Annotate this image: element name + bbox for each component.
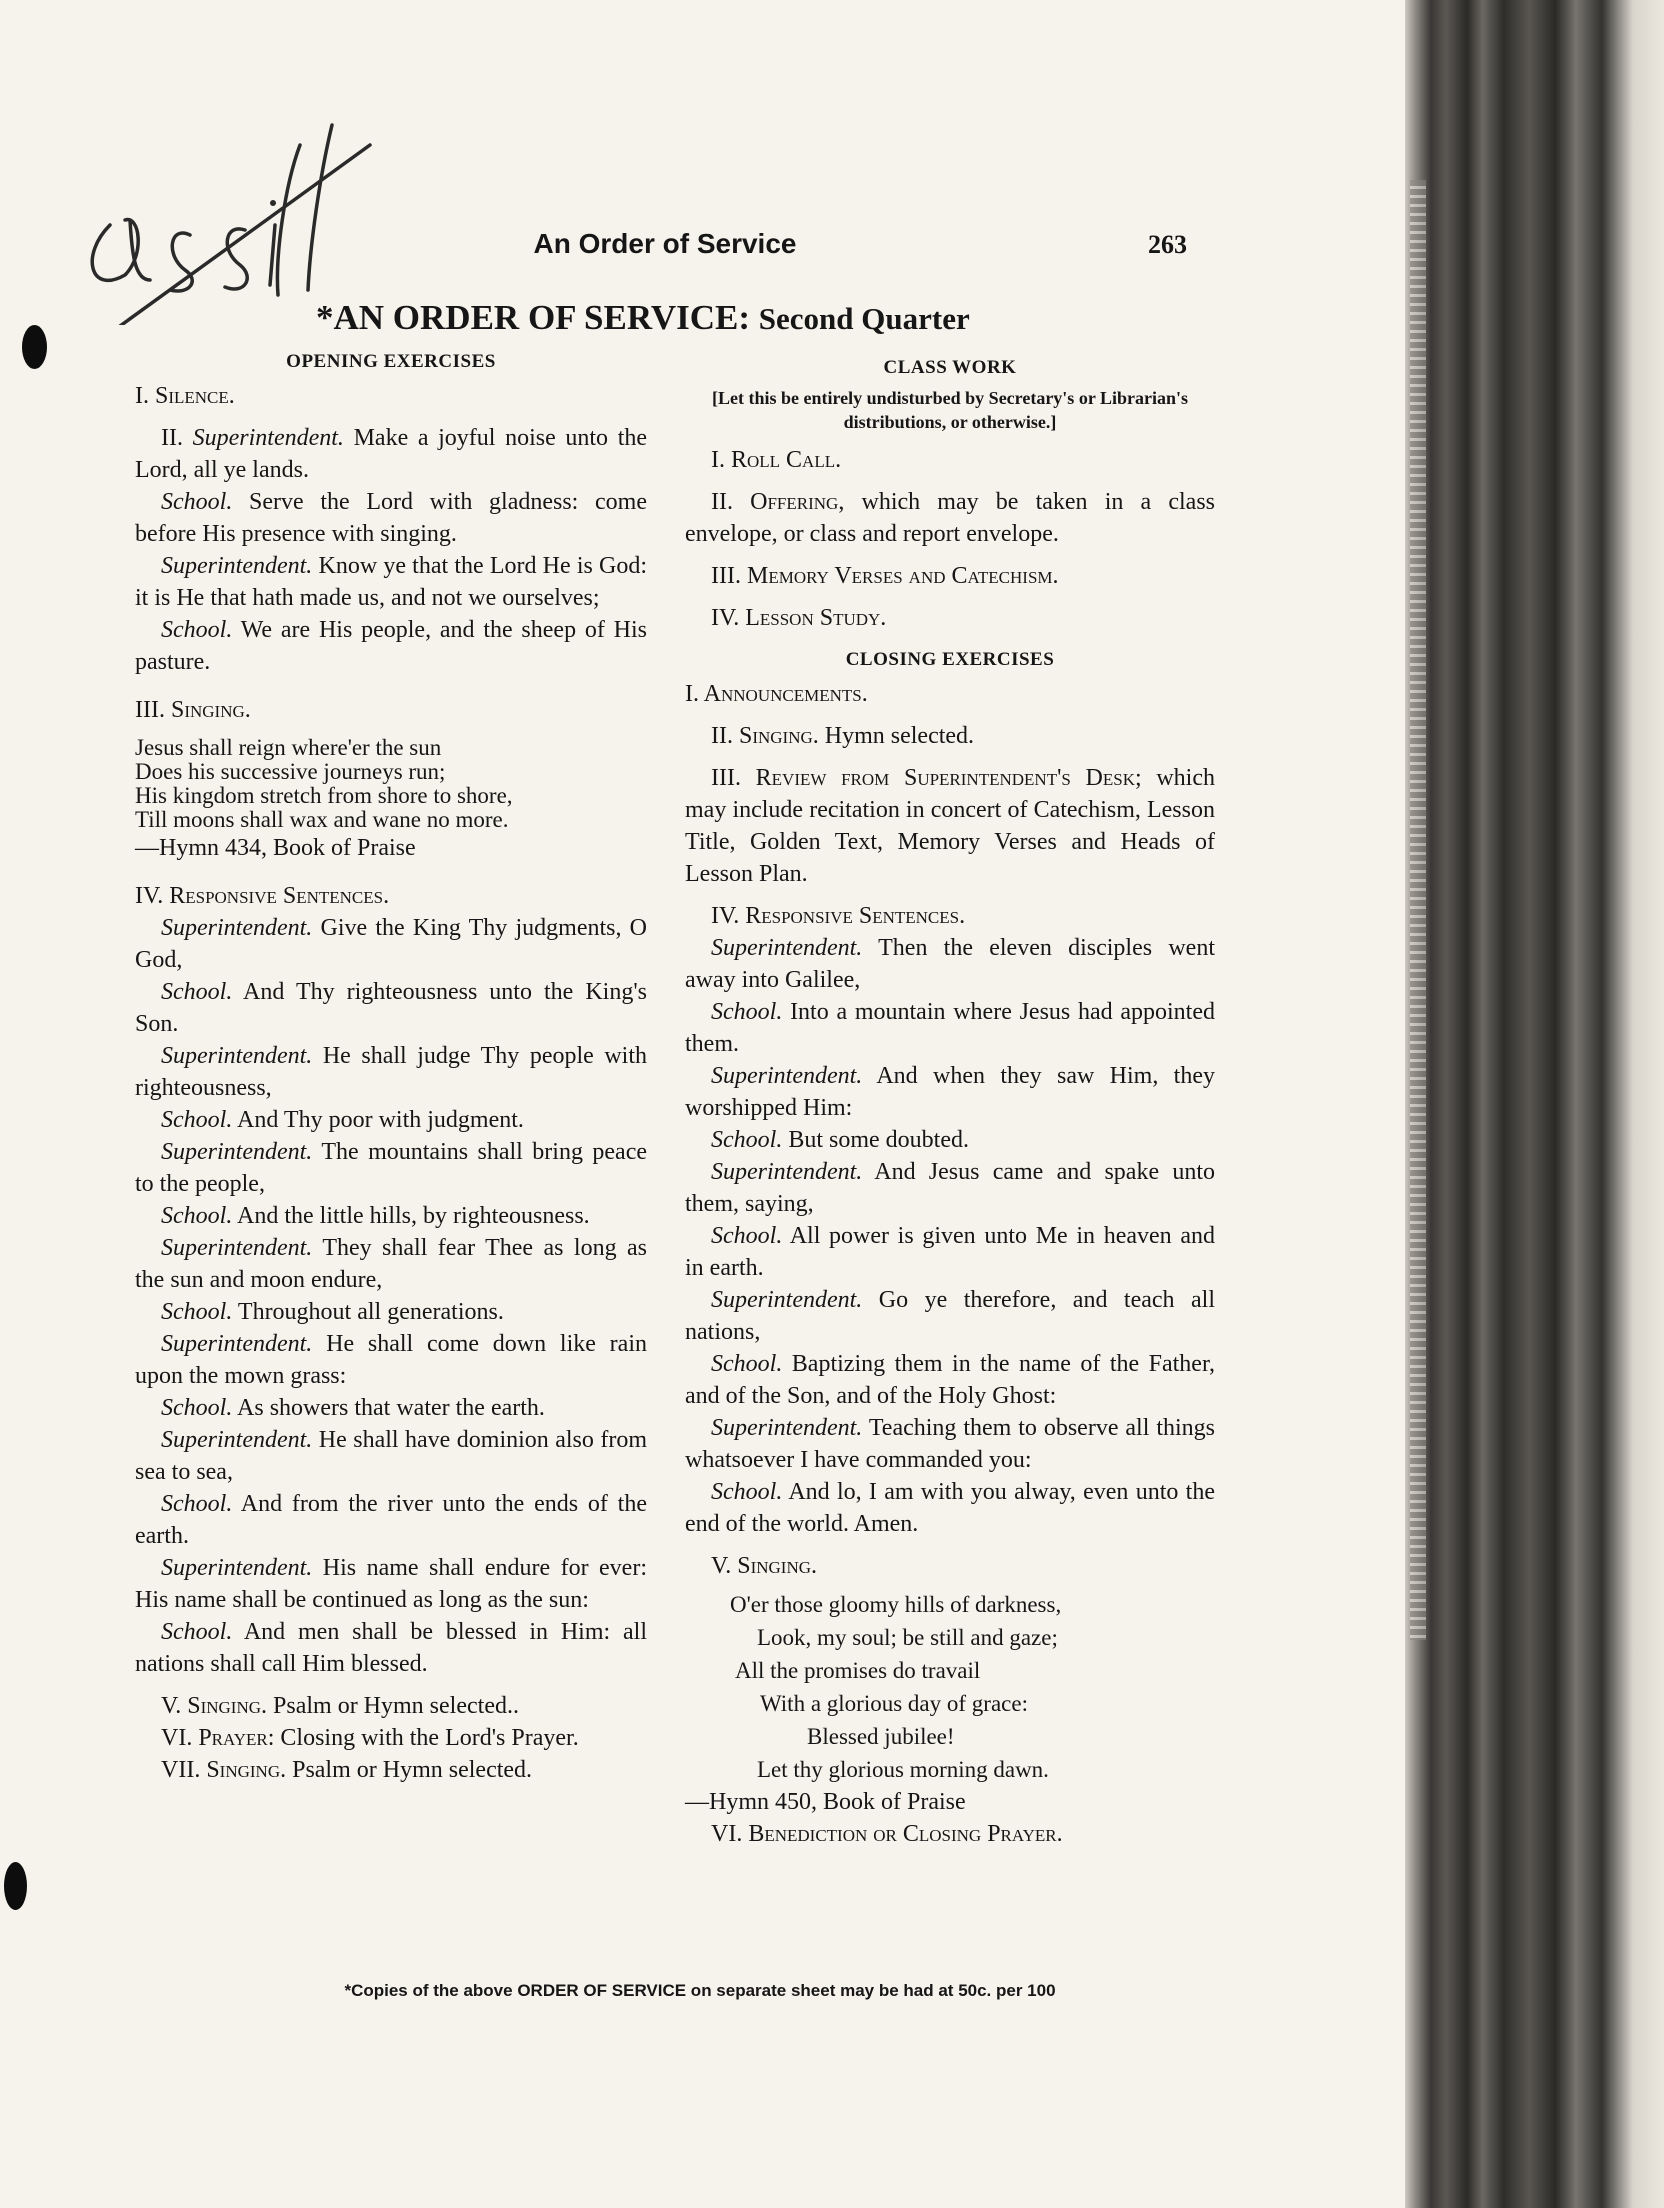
- closing-exercises-heading: CLOSING EXERCISES: [845, 649, 1055, 670]
- response-text: But some doubted.: [788, 1127, 969, 1153]
- item-text: which may include recitation in concert of Catechism, Lesson Title, Golden Text, Memory Verses and Heads of Lesson Plan.: [685, 765, 1215, 887]
- speaker: Superintendent.: [711, 1159, 863, 1185]
- page-number: 263: [1148, 230, 1187, 259]
- item-text: Psalm or Hymn selected.: [292, 1757, 533, 1783]
- hymn-verse: [685, 1588, 1215, 1786]
- item-text: which may be taken in a class envelope, or class and report envelope.: [685, 489, 1215, 547]
- response-text: Know ye that the Lord He is God: it is He that hath made us, and not we ourselves;: [135, 553, 647, 611]
- binding-hole: [22, 325, 47, 369]
- response-text: And men shall be blessed in Him: all nations shall call Him blessed.: [135, 1619, 647, 1677]
- speaker: School.: [161, 1619, 233, 1645]
- speaker: School.: [161, 1395, 233, 1421]
- speaker: School.: [161, 1107, 233, 1133]
- hymn-line: With a glorious day of grace:: [760, 1691, 1028, 1716]
- item-number: II.: [161, 425, 183, 451]
- speaker: Superintendent.: [711, 1063, 863, 1089]
- responsive-sentences-heading: IV. Responsive Sentences.: [711, 903, 966, 929]
- speaker: Superintendent.: [161, 1555, 313, 1581]
- speaker: Superintendent.: [711, 935, 863, 961]
- speaker: School.: [711, 1479, 783, 1505]
- response-text: Teaching them to observe all things whatsoever I have commanded you:: [685, 1415, 1215, 1473]
- response: [135, 422, 647, 486]
- response: [685, 1124, 1215, 1156]
- response-text: And Thy poor with judgment.: [237, 1107, 524, 1133]
- class-work-heading: CLASS WORK: [883, 357, 1017, 378]
- hymn-line: All the promises do travail: [735, 1658, 981, 1683]
- responsive-sentences: [685, 932, 1215, 1540]
- speaker: Superintendent.: [161, 1331, 313, 1357]
- response-text: Then the eleven disciples went away into Galilee,: [685, 935, 1215, 993]
- item-offering: [685, 486, 1215, 550]
- item-roll-call: I. Roll Call.: [711, 447, 842, 473]
- hymn-line: His kingdom stretch from shore to shore,: [135, 783, 513, 808]
- book-page-edges: [1405, 0, 1664, 2208]
- response: [135, 1296, 647, 1328]
- item-silence: I. Silence.: [135, 383, 235, 409]
- opening-exercises-heading: OPENING EXERCISES: [286, 351, 496, 372]
- response: [135, 1136, 647, 1200]
- item-review: [685, 762, 1215, 890]
- item-singing: III. Singing.: [135, 697, 251, 723]
- response-text: And from the river unto the ends of the earth.: [135, 1491, 647, 1549]
- item-text: Psalm or Hymn selected..: [273, 1693, 519, 1719]
- class-work-note: [Let this be entirely undisturbed by Secretary's or Librarian's distributions, or otherwise.]: [711, 388, 1188, 432]
- item-label: VI. Prayer:: [161, 1725, 275, 1751]
- response-text: Serve the Lord with gladness: come before His presence with singing.: [135, 489, 648, 547]
- response-text: Baptizing them in the name of the Father, and of the Son, and of the Holy Ghost:: [685, 1351, 1215, 1409]
- response-text: Make a joyful noise unto the Lord, all ye lands.: [135, 425, 648, 483]
- response: [135, 1200, 647, 1232]
- footnote: *Copies of the above ORDER OF SERVICE on separate sheet may be had at 50c. per 100: [344, 1981, 1056, 2000]
- item-label: VII. Singing.: [161, 1757, 287, 1783]
- item-singing: [135, 1754, 647, 1786]
- hymn-line: Does his successive journeys run;: [135, 759, 446, 784]
- response: [135, 550, 647, 614]
- speaker: School.: [711, 1223, 783, 1249]
- response-text: We are His people, and the sheep of His pasture.: [135, 617, 647, 675]
- speaker: School.: [161, 1299, 233, 1325]
- speaker: Superintendent.: [161, 553, 313, 579]
- item-label: III. Review from Superintendent's Desk;: [711, 765, 1142, 791]
- speaker: Superintendent.: [161, 915, 313, 941]
- speaker: Superintendent.: [192, 425, 344, 451]
- response: [135, 1328, 647, 1392]
- response-text: All power is given unto Me in heaven and in earth.: [685, 1223, 1215, 1281]
- right-column: [685, 346, 1215, 1850]
- hymn-credit: —Hymn 450, Book of Praise: [685, 1789, 966, 1815]
- response-text: As showers that water the earth.: [237, 1395, 545, 1421]
- response-text: And the little hills, by righteousness.: [237, 1203, 590, 1229]
- hymn-line: O'er those gloomy hills of darkness,: [730, 1592, 1062, 1617]
- speaker: School.: [161, 489, 233, 515]
- response-text: Give the King Thy judgments, O God,: [135, 915, 648, 973]
- speaker: School.: [711, 999, 783, 1025]
- response: [135, 1424, 647, 1488]
- hymn-line: Till moons shall wax and wane no more.: [135, 807, 509, 832]
- hymn-line: Let thy glorious morning dawn.: [757, 1757, 1049, 1782]
- running-head: An Order of Service: [533, 228, 797, 259]
- response: [685, 1348, 1215, 1412]
- hymn-line: Blessed jubilee!: [807, 1724, 955, 1749]
- page-title: [316, 298, 1056, 338]
- item-singing: V. Singing.: [711, 1553, 818, 1579]
- speaker: Superintendent.: [161, 1427, 313, 1453]
- speaker: School.: [711, 1127, 783, 1153]
- response: [135, 912, 647, 976]
- left-column: [135, 346, 647, 1786]
- page-edge-texture: [1410, 180, 1426, 1640]
- response: [685, 1412, 1215, 1476]
- response: [685, 1220, 1215, 1284]
- speaker: School.: [161, 617, 233, 643]
- response: [685, 1156, 1215, 1220]
- title-main: *AN ORDER OF SERVICE:: [316, 298, 751, 337]
- response-text: And when they saw Him, they worshipped Him:: [685, 1063, 1215, 1121]
- handwritten-annotation: [70, 105, 390, 325]
- speaker: Superintendent.: [161, 1235, 313, 1261]
- speaker: School.: [161, 1491, 233, 1517]
- hymn-credit: —Hymn 434, Book of Praise: [135, 835, 416, 861]
- item-lesson: IV. Lesson Study.: [711, 605, 887, 631]
- response: [135, 1040, 647, 1104]
- response: [685, 932, 1215, 996]
- response-text: And Jesus came and spake unto them, saying,: [685, 1159, 1215, 1217]
- binding-hole: [4, 1862, 27, 1910]
- speaker: School.: [711, 1351, 783, 1377]
- response-text: He shall judge Thy people with righteousness,: [135, 1043, 647, 1101]
- response-text: He shall have dominion also from sea to sea,: [135, 1427, 648, 1485]
- item-label: V. Singing.: [161, 1693, 268, 1719]
- hymn-line: Look, my soul; be still and gaze;: [757, 1625, 1058, 1650]
- response: [685, 996, 1215, 1060]
- item-singing: [685, 720, 1215, 752]
- response: [135, 486, 647, 550]
- response: [135, 1616, 647, 1680]
- responsive-sentences-heading: IV. Responsive Sentences.: [135, 883, 390, 909]
- speaker: School.: [161, 979, 233, 1005]
- responsive-sentences: [135, 912, 647, 1680]
- response-text: And Thy righteousness unto the King's Son.: [135, 979, 647, 1037]
- response: [135, 614, 647, 678]
- item-label: II. Singing.: [711, 723, 819, 749]
- item-label: II. Offering,: [711, 489, 845, 515]
- response-text: They shall fear Thee as long as the sun and moon endure,: [135, 1235, 647, 1293]
- response-text: Throughout all generations.: [237, 1299, 504, 1325]
- item-prayer: [135, 1722, 647, 1754]
- item-announcements: I. Announcements.: [685, 681, 868, 707]
- speaker: Superintendent.: [161, 1043, 313, 1069]
- response: [135, 976, 647, 1040]
- response: [135, 1392, 647, 1424]
- speaker: Superintendent.: [711, 1415, 863, 1441]
- hymn-line: Jesus shall reign where'er the sun: [135, 735, 442, 760]
- response: [135, 1104, 647, 1136]
- item-singing: [135, 1690, 647, 1722]
- item-benediction: VI. Benediction or Closing Prayer.: [711, 1821, 1063, 1847]
- item-text: Hymn selected.: [824, 723, 975, 749]
- response-text: His name shall endure for ever: His name shall be continued as long as the sun:: [135, 1555, 647, 1613]
- response: [685, 1284, 1215, 1348]
- hymn-verse: [135, 736, 647, 832]
- response: [685, 1060, 1215, 1124]
- response: [135, 1232, 647, 1296]
- response: [135, 1488, 647, 1552]
- response-text: Go ye therefore, and teach all nations,: [685, 1287, 1216, 1345]
- item-memory: III. Memory Verses and Catechism.: [711, 563, 1059, 589]
- response-text: Into a mountain where Jesus had appointed them.: [685, 999, 1216, 1057]
- response-text: He shall come down like rain upon the mown grass:: [135, 1331, 647, 1389]
- response-text: And lo, I am with you alway, even unto the end of the world. Amen.: [685, 1479, 1215, 1537]
- item-text: Closing with the Lord's Prayer.: [280, 1725, 579, 1751]
- speaker: Superintendent.: [161, 1139, 313, 1165]
- response-text: The mountains shall bring peace to the people,: [135, 1139, 647, 1197]
- response: [685, 1476, 1215, 1540]
- response: [135, 1552, 647, 1616]
- speaker: School.: [161, 1203, 233, 1229]
- speaker: Superintendent.: [711, 1287, 863, 1313]
- title-sub: Second Quarter: [758, 301, 970, 336]
